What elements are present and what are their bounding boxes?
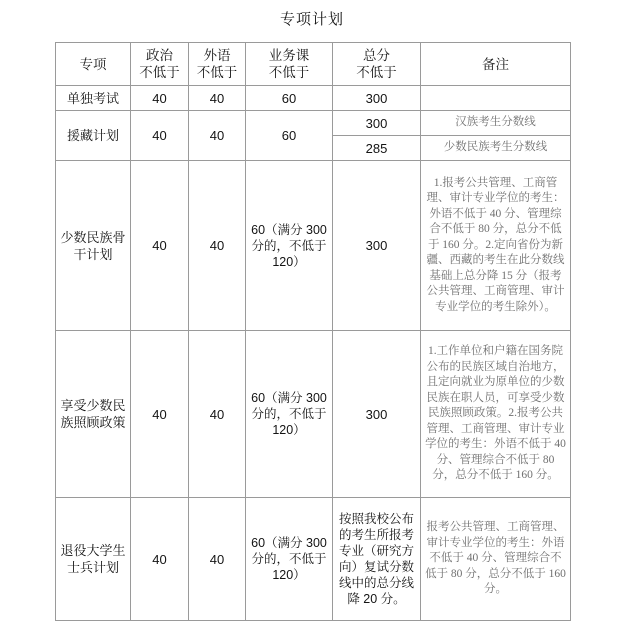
score-table-container bbox=[55, 42, 570, 621]
row-remark-value: 1.报考公共管理、工商管理、审计专业学位的考生：外语不低于 40 分、管理综合不低于 80 分，总分不低于 160 分。2.定向省份为新疆、西藏的考生在此分数线基础上总分降 15 分（报考公共管理、工商管理、审计专业学位的考生除外）。 bbox=[421, 161, 571, 331]
row-remark-value bbox=[421, 86, 571, 111]
row-foreign-value: 40 bbox=[189, 86, 246, 111]
page-title: 专项计划 bbox=[279, 11, 344, 28]
row-total-value: 285 bbox=[333, 136, 421, 161]
row-total-value: 按照我校公布的考生所报考专业（研究方向）复试分数线中的总分线降 20 分。 bbox=[333, 498, 421, 621]
header-item-line1: 专项 bbox=[79, 56, 107, 72]
row-business-value: 60（满分 300 分的，不低于 120） bbox=[246, 161, 333, 331]
header-cell-foreign bbox=[189, 43, 246, 86]
header-business-line1: 业务课 bbox=[268, 48, 310, 63]
header-politics-line1: 政治 bbox=[146, 48, 173, 63]
table-row bbox=[56, 86, 571, 111]
row-remark-value: 报考公共管理、工商管理、审计专业学位的考生：外语不低于 40 分、管理综合不低于 80 分，总分不低于 160 分。 bbox=[421, 498, 571, 621]
row-item-label: 退役大学生士兵计划 bbox=[56, 498, 131, 621]
row-politics-value: 40 bbox=[131, 86, 189, 111]
row-remark-value: 汉族考生分数线 bbox=[421, 111, 571, 136]
row-politics-value: 40 bbox=[131, 498, 189, 621]
row-politics-value: 40 bbox=[131, 161, 189, 331]
header-total-line1: 总分 bbox=[363, 48, 390, 63]
row-foreign-value: 40 bbox=[189, 161, 246, 331]
table-header-row bbox=[56, 43, 571, 86]
table-row bbox=[56, 498, 571, 621]
header-cell-total bbox=[333, 43, 421, 86]
row-item-label: 单独考试 bbox=[56, 86, 131, 111]
row-business-value: 60 bbox=[246, 111, 333, 161]
table-row bbox=[56, 331, 571, 498]
row-politics-value: 40 bbox=[131, 111, 189, 161]
header-foreign-line1: 外语 bbox=[203, 48, 231, 63]
header-cell-business bbox=[246, 43, 333, 86]
header-business-line2: 不低于 bbox=[268, 65, 310, 80]
row-foreign-value: 40 bbox=[189, 331, 246, 498]
row-total-value: 300 bbox=[333, 86, 421, 111]
table-row bbox=[56, 111, 571, 136]
row-item-label: 援藏计划 bbox=[56, 111, 131, 161]
row-business-value: 60（满分 300 分的，不低于 120） bbox=[246, 498, 333, 621]
row-total-value: 300 bbox=[333, 111, 421, 136]
header-cell-remark bbox=[421, 43, 571, 86]
row-foreign-value: 40 bbox=[189, 498, 246, 621]
row-total-value: 300 bbox=[333, 331, 421, 498]
header-cell-item bbox=[56, 43, 131, 86]
row-business-value: 60 bbox=[246, 86, 333, 111]
row-remark-value: 1.工作单位和户籍在国务院公布的民族区域自治地方，且定向就业为原单位的少数民族在职人员，可享受少数民族照顾政策。2.报考公共管理、工商管理、审计专业学位的考生：外语不低于 40 分、管理综合不低于 80 分，总分不低于 160 分。 bbox=[421, 331, 571, 498]
row-item-label: 享受少数民族照顾政策 bbox=[56, 331, 131, 498]
special-plan-score-table bbox=[55, 42, 571, 621]
header-remark-line1: 备注 bbox=[482, 56, 509, 72]
row-business-value: 60（满分 300 分的，不低于 120） bbox=[246, 331, 333, 498]
header-total-line2: 不低于 bbox=[356, 65, 397, 80]
row-remark-value: 少数民族考生分数线 bbox=[421, 136, 571, 161]
row-foreign-value: 40 bbox=[189, 111, 246, 161]
header-foreign-line2: 不低于 bbox=[196, 65, 238, 80]
row-total-value: 300 bbox=[333, 161, 421, 331]
row-politics-value: 40 bbox=[131, 331, 189, 498]
header-politics-line2: 不低于 bbox=[139, 65, 180, 80]
table-row bbox=[56, 161, 571, 331]
row-item-label: 少数民族骨干计划 bbox=[56, 161, 131, 331]
header-cell-politics bbox=[131, 43, 189, 86]
